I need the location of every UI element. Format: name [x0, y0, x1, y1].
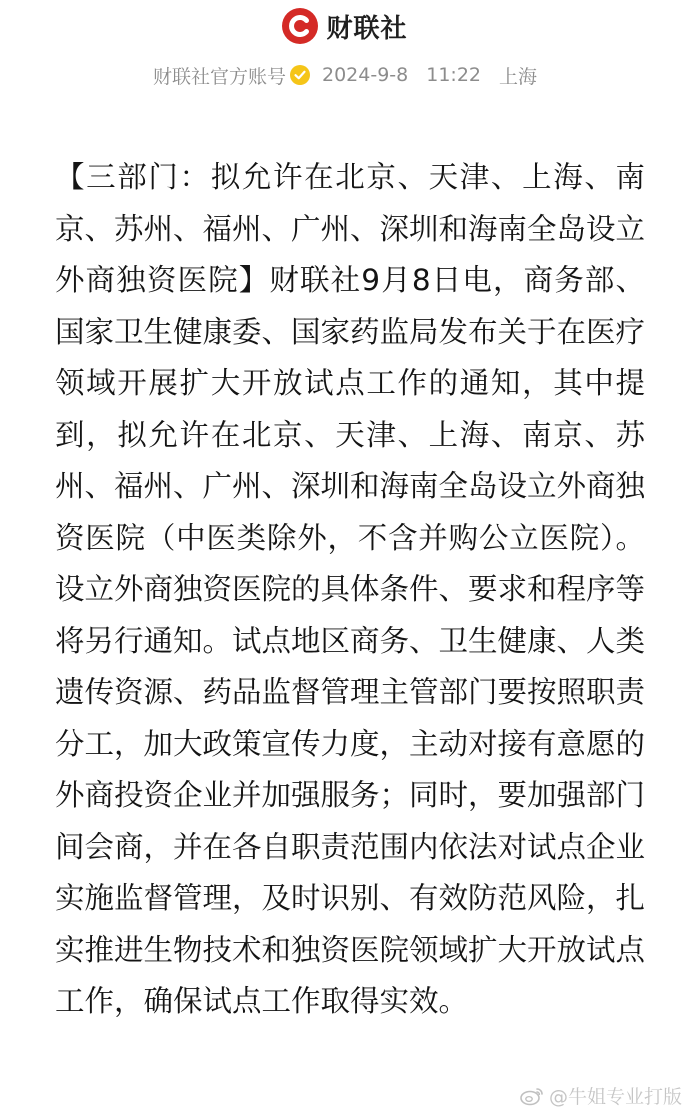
article-header	[0, 0, 690, 100]
article-body	[55, 152, 645, 1028]
post-time: 11:22	[426, 64, 481, 86]
verified-badge-icon	[290, 65, 310, 85]
watermark-text: @牛姐专业打版	[548, 1086, 682, 1108]
watermark	[519, 1082, 682, 1109]
brand-name[interactable]: 财联社	[326, 13, 408, 44]
post-meta	[0, 60, 690, 90]
post-date: 2024-9-8	[321, 64, 409, 86]
brand-row	[0, 6, 690, 46]
cailianshe-logo-icon	[282, 8, 318, 44]
weibo-logo-icon	[519, 1086, 545, 1106]
account-label[interactable]: 财联社官方账号	[152, 65, 286, 88]
post-location: 上海	[499, 65, 538, 88]
article-paragraph: 【三部门：拟允许在北京、天津、上海、南京、苏州、福州、广州、深圳和海南全岛设立外商独资医院】财联社9月8日电，商务部、国家卫生健康委、国家药监局发布关于在医疗领域开展扩大开放试点工作的通知，其中提到，拟允许在北京、天津、上海、南京、苏州、福州、广州、深圳和海南全岛设立外商独资医院（中医类除外，不含并购公立医院）。设立外商独资医院的具体条件、要求和程序等将另行通知。试点地区商务、卫生健康、人类遗传资源、药品监督管理主管部门要按照职责分工，加大政策宣传力度，主动对接有意愿的外商投资企业并加强服务；同时，要加强部门间会商，并在各自职责范围内依法对试点企业实施监督管理，及时识别、有效防范风险，扎实推进生物技术和独资医院领域扩大开放试点工作，确保试点工作取得实效。	[55, 160, 646, 1018]
